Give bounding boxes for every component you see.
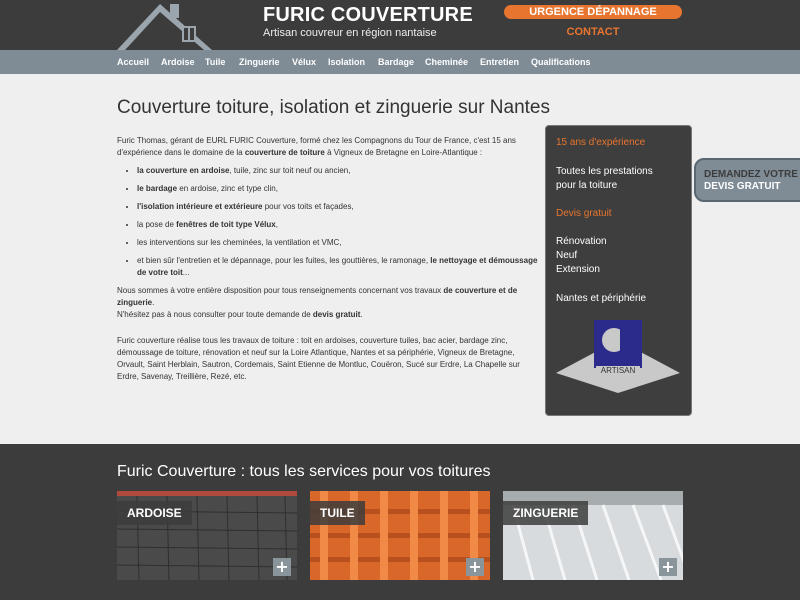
sidebar-devis: Devis gratuit bbox=[556, 208, 612, 219]
list-item: • la couverture en ardoise, tuile, zinc sur toit neuf ou ancien, bbox=[137, 165, 542, 177]
plus-icon[interactable]: + bbox=[466, 558, 484, 576]
sidebar-prestations-2: pour la toiture bbox=[556, 180, 618, 191]
list-item: • les interventions sur les cheminées, la ventilation et VMC, bbox=[137, 237, 542, 249]
sidebar-prestations-1: Toutes les prestations bbox=[556, 166, 653, 177]
nav-item-entretien[interactable]: Entretien bbox=[480, 57, 520, 67]
service-label-ardoise: ARDOISE bbox=[117, 501, 192, 525]
service-card-ardoise[interactable] bbox=[117, 491, 297, 580]
nav-item-accueil[interactable]: Accueil bbox=[117, 57, 150, 67]
artisan-logo-icon bbox=[556, 318, 681, 393]
main-content bbox=[117, 135, 542, 383]
nav-item-zinguerie[interactable]: Zinguerie bbox=[239, 57, 280, 67]
site-header bbox=[0, 0, 800, 50]
sidebar-zone: Nantes et périphérie bbox=[556, 293, 647, 304]
nav-item-cheminee[interactable]: Cheminée bbox=[425, 57, 469, 67]
service-label-tuile: TUILE bbox=[310, 501, 365, 525]
site-title[interactable]: FURIC COUVERTURE bbox=[263, 4, 473, 26]
sidebar-renovation: Rénovation bbox=[556, 236, 607, 247]
plus-icon[interactable]: + bbox=[659, 558, 677, 576]
service-card-zinguerie[interactable] bbox=[503, 491, 683, 580]
nav-item-isolation[interactable]: Isolation bbox=[328, 57, 366, 67]
contact-link[interactable]: CONTACT bbox=[566, 26, 620, 38]
devis-tab-line1: DEMANDEZ VOTRE bbox=[704, 169, 798, 180]
sidebar-experience: 15 ans d'expérience bbox=[556, 137, 646, 148]
list-item: • et bien sûr l'entretien et le dépannage, pour les fuites, les gouttières, le ramonage, le nettoyage et démoussage de votre toit... bbox=[137, 255, 542, 279]
services-section-title: Furic Couverture : tous les services pour vos toitures bbox=[117, 463, 491, 480]
devis-tab-line2: DEVIS GRATUIT bbox=[704, 181, 781, 192]
nav-item-bardage[interactable]: Bardage bbox=[378, 57, 415, 67]
nav-item-tuile[interactable]: Tuile bbox=[205, 57, 226, 67]
main-nav bbox=[0, 50, 800, 74]
list-item: • l'isolation intérieure et extérieure pour vos toits et façades, bbox=[137, 201, 542, 213]
info-sidebar bbox=[545, 125, 692, 416]
nav-item-ardoise[interactable]: Ardoise bbox=[161, 57, 195, 67]
services-list bbox=[117, 165, 542, 279]
artisan-label: ARTISAN bbox=[600, 366, 636, 375]
list-item: • le bardage en ardoise, zinc et type clin, bbox=[137, 183, 542, 195]
sidebar-extension: Extension bbox=[556, 264, 600, 275]
site-subtitle: Artisan couvreur en région nantaise bbox=[263, 27, 437, 39]
list-item: • la pose de fenêtres de toit type Vélux, bbox=[137, 219, 542, 231]
sidebar-neuf: Neuf bbox=[556, 250, 578, 261]
plus-icon[interactable]: + bbox=[273, 558, 291, 576]
nav-item-qualifications[interactable]: Qualifications bbox=[531, 57, 591, 67]
page-title: Couverture toiture, isolation et zinguerie sur Nantes bbox=[117, 97, 551, 118]
service-card-tuile[interactable] bbox=[310, 491, 490, 580]
house-logo-icon[interactable] bbox=[112, 0, 222, 50]
service-label-zinguerie: ZINGUERIE bbox=[503, 501, 588, 525]
demandez-devis-button[interactable] bbox=[694, 158, 800, 202]
disposition-paragraph: Nous sommes à votre entière disposition pour tous renseignements concernant vos travaux de couverture et de zinguerie. N'hésitez pas à nous consulter pour toute demande de devis gratuit. bbox=[117, 286, 518, 319]
urgence-depannage-button[interactable]: URGENCE DÉPANNAGE bbox=[504, 5, 682, 19]
services-paragraph: Furic couverture réalise tous les travaux de toiture : toit en ardoises, couverture tuiles, bac acier, bardage zinc, démoussage de toiture, rénovation et neuf sur la Loire Atlantique, Nantes et sa périphérie, Vigneux de Bretagne, Orvault, Saint Herblain, Sautron, Cordemais, Saint Etienne de Montluc, Couëron, Sucé sur Erdre, La Chapelle sur Erdre, Savenay, Treillière, Rezé, etc. bbox=[117, 336, 520, 381]
nav-item-velux[interactable]: Vélux bbox=[292, 57, 317, 67]
intro-paragraph: Furic Thomas, gérant de EURL FURIC Couverture, formé chez les Compagnons du Tour de France, c'est 15 ans d'expérience dans le domaine de la couverture de toiture à Vigneux de Bretagne en Loire-Atlantique : bbox=[117, 136, 516, 157]
